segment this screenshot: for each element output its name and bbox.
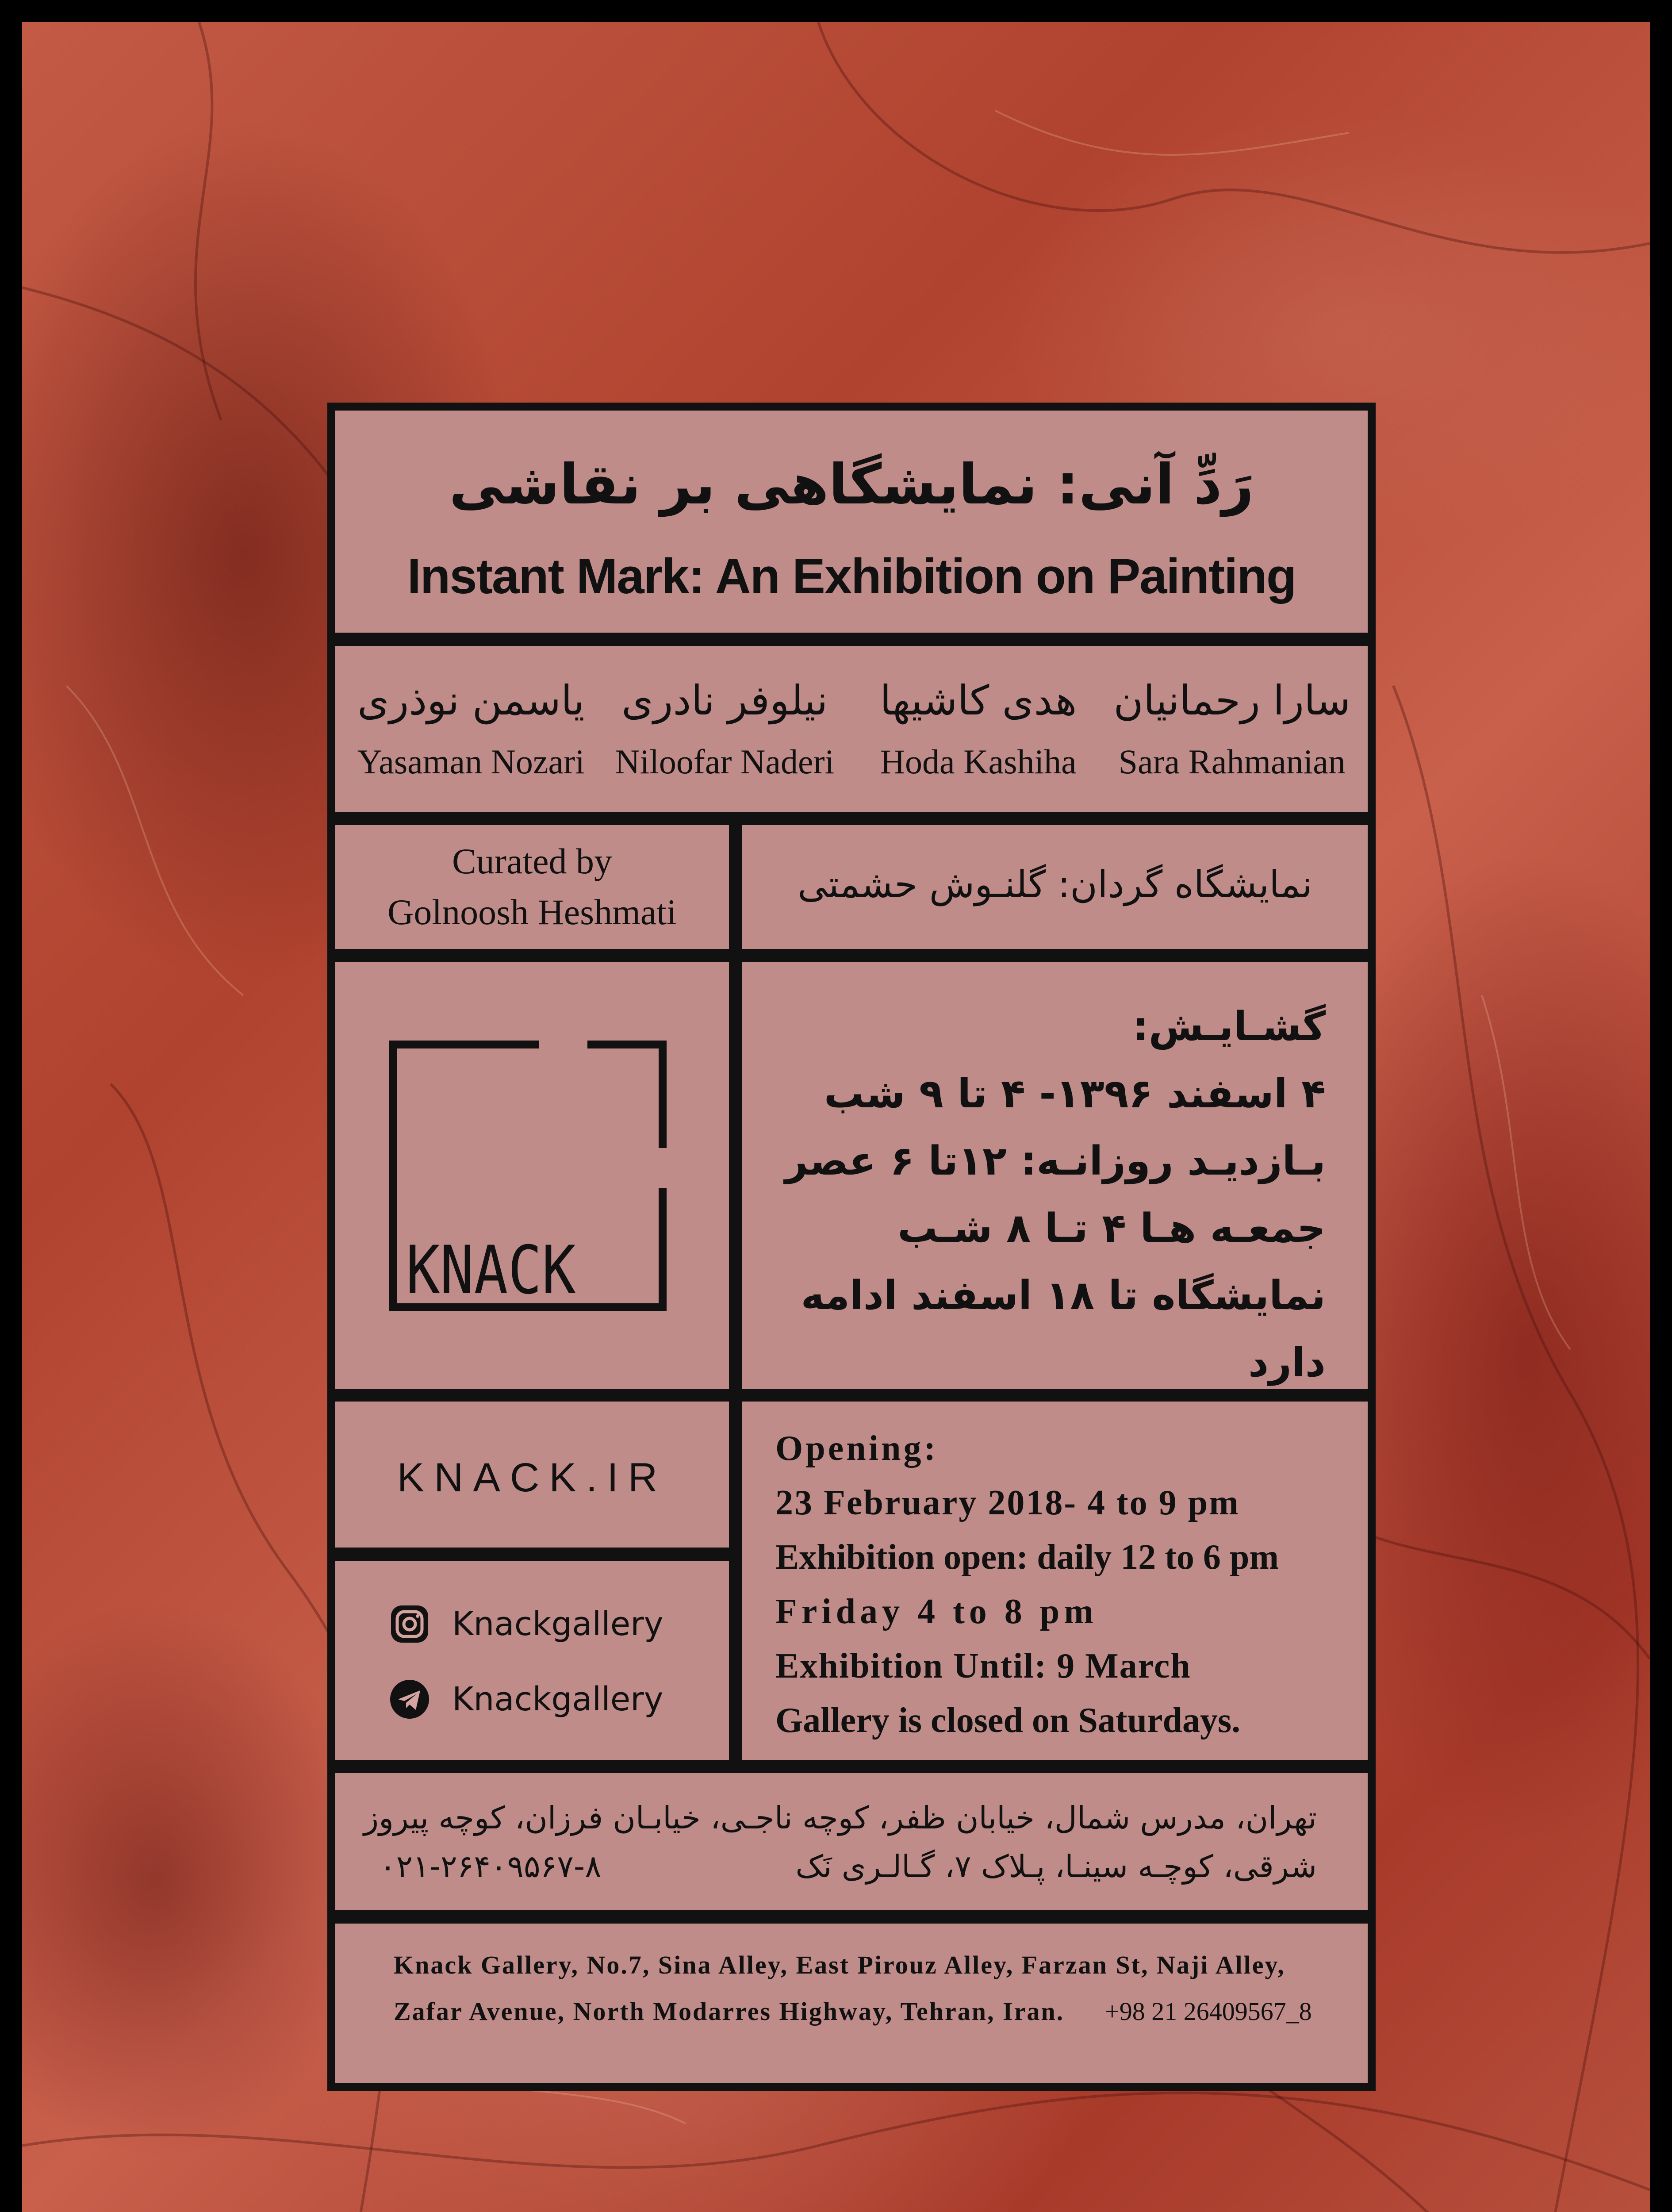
website-panel [335,1402,729,1548]
address-fa-line-1: تهران، مدرس شمال، خیابان ظفر، کوچه ناجـی، خیابـان فرزان، کوچه پیروز [364,1800,1317,1836]
info-fa-line-5: نمایشگاه تا ۱۸ اسفند ادامه دارد [801,1272,1326,1386]
artist-4-en: Yasaman Nozari [357,742,585,781]
artist-2-fa: هدی کاشیها [880,677,1077,724]
artist-1 [1105,677,1359,782]
info-en-panel [742,1402,1368,1760]
telegram-icon [388,1678,431,1720]
info-en-line-6: Gallery is closed on Saturdays. [775,1701,1241,1740]
artist-3-fa: نیلوفر نادری [621,677,828,724]
info-fa-panel [742,962,1368,1389]
logo-text: KNACK [406,1232,576,1309]
instagram-icon [388,1603,431,1645]
knack-logo [335,962,729,1389]
curator-en-label: Curated by [452,841,613,881]
video-frame[interactable] [22,22,1650,2212]
info-fa-line-1: گشـایـش: [1132,1003,1326,1050]
exhibition-poster [327,403,1376,2091]
curator-fa: نمایشگاه گردان: گلنـوش حشمتی [798,863,1312,906]
phone-en: +98 21 26409567_8 [1105,1997,1312,2026]
info-en-line-1: Opening: [775,1429,939,1468]
curator-en-name: Golnoosh Heshmati [387,892,677,932]
logo-panel [335,962,729,1389]
telegram-handle: Knackgallery [452,1680,663,1718]
address-fa-panel [335,1773,1368,1910]
info-en-line-5: Exhibition Until: 9 March [775,1647,1191,1686]
artist-3 [598,677,852,782]
artist-4-fa: یاسمن نوذری [357,677,585,724]
curator-fa-panel [742,825,1368,949]
artists-panel [335,646,1368,812]
instagram-handle: Knackgallery [452,1605,663,1643]
artist-1-en: Sara Rahmanian [1118,742,1346,781]
address-fa-line-2: شرقی، کوچـه سینـا، پـلاک ۷، گـالـری نَک [795,1848,1317,1885]
artist-4 [344,677,598,782]
info-en-line-2: 23 February 2018- 4 to 9 pm [775,1483,1240,1522]
telegram-row [388,1678,663,1720]
artist-2-en: Hoda Kashiha [880,742,1077,781]
social-panel [335,1561,729,1760]
artist-2 [851,677,1105,782]
curator-en-panel [335,825,729,949]
title-fa: رَدِّ آنی: نمایشگاهی بر نقاشی [449,453,1254,517]
artist-1-fa: سارا رحمانیان [1113,677,1351,724]
instagram-row [388,1603,663,1645]
address-en-line-2: Zafar Avenue, North Modarres Highway, Tehran, Iran. [394,1997,1065,2026]
website: KNACK.IR [397,1455,667,1500]
info-fa-line-3: بـازدیـد روزانـه: ۱۲تا ۶ عصر [785,1138,1326,1184]
title-en: Instant Mark: An Exhibition on Painting [407,549,1296,604]
info-en-line-3: Exhibition open: daily 12 to 6 pm [775,1538,1279,1577]
title-panel [335,411,1368,633]
info-en-line-4: Friday 4 to 8 pm [775,1592,1098,1631]
phone-fa: ۰۲۱-۲۶۴۰۹۵۶۷-۸ [380,1848,602,1885]
info-fa-line-2: ۴ اسفند ۱۳۹۶- ۴ تا ۹ شب [824,1071,1326,1117]
address-en-panel [335,1924,1368,2083]
info-fa-line-4: جمعـه هـا ۴ تـا ۸ شـب [897,1205,1326,1252]
address-en-line-1: Knack Gallery, No.7, Sina Alley, East Pirouz Alley, Farzan St, Naji Alley, [394,1951,1285,1979]
artist-3-en: Niloofar Naderi [615,742,835,781]
